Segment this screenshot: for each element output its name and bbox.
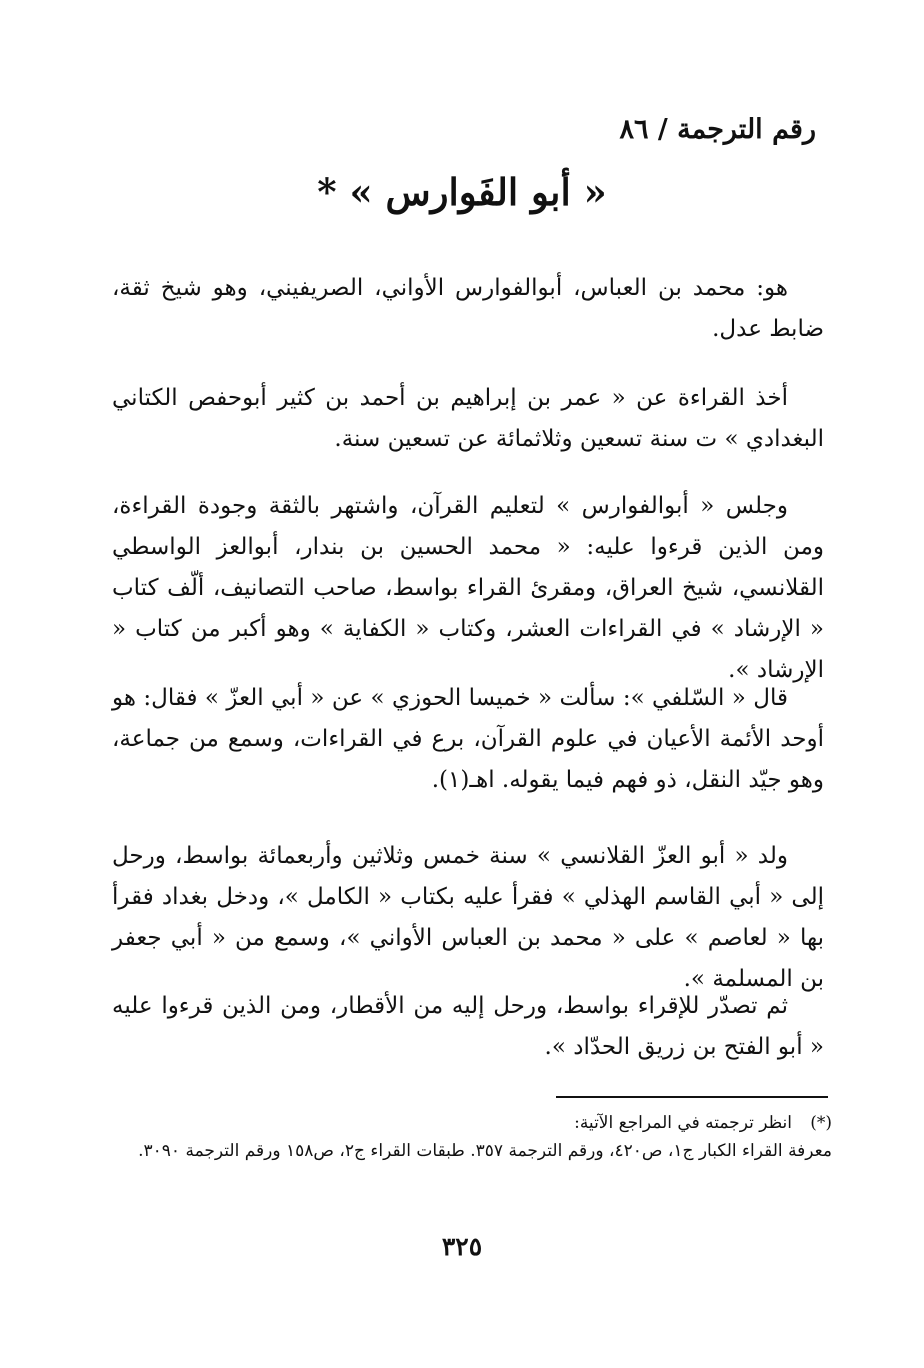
footnote-divider <box>556 1096 828 1098</box>
footnote-intro-text: انظر ترجمته في المراجع الآتية: <box>574 1113 792 1133</box>
paragraph-identity: هو: محمد بن العباس، أبوالفوارس الأواني، الصريفيني، وهو شيخ ثقة، ضابط عدل. <box>112 275 824 342</box>
paragraph-birth: ولد « أبو العزّ القلانسي » سنة خمس وثلاثين وأربعمائة بواسط، ورحل إلى « أبي القاسم الهذلي » فقرأ عليه بكتاب « الكامل »، ودخل بغداد فقرأ بها « لعاصم » على « محمد بن العباس الأواني »، وسمع من « أبي جعفر بن المسلمة ». <box>112 843 824 992</box>
paragraph-students: وجلس « أبوالفوارس » لتعليم القرآن، واشتهر بالثقة وجودة القراءة، ومن الذين قرءوا عليه: « محمد الحسين بن بندار، أبوالعز الواسطي القلانسي، شيخ العراق، ومقرئ القراء بواسط، صاحب التصانيف، ألّف كتاب « الإرشاد » في القراءات العشر، وكتاب « الكفاية » وهو أكبر من كتاب « الإرشاد ». <box>112 493 824 683</box>
paragraph-quote: قال « السّلفي »: سألت « خميسا الحوزي » عن « أبي العزّ » فقال: هو أوحد الأئمة الأعيان في علوم القرآن، برع في القراءات، وسمع من جماعة، وهو جيّد النقل، ذو فهم فيما يقوله. اهـ(١). <box>112 685 824 793</box>
paragraph-teaching: ثم تصدّر للإقراء بواسط، ورحل إليه من الأقطار، ومن الذين قرءوا عليه « أبو الفتح بن زريق الحدّاد ». <box>112 993 824 1060</box>
biography-title: « أبو الفَوارس » * <box>317 170 607 214</box>
page-number: ٣٢٥ <box>441 1232 483 1261</box>
footnote-intro <box>132 1110 832 1136</box>
footnote-marker: (*) <box>810 1113 832 1133</box>
paragraph-teacher: أخذ القراءة عن « عمر بن إبراهيم بن أحمد بن كثير أبوحفص الكتاني البغدادي » ت سنة تسعين وثلاثمائة عن تسعين سنة. <box>112 385 824 452</box>
footnote-references: معرفة القراء الكبار ج١، ص٤٢٠، ورقم الترجمة ٣٥٧. طبقات القراء ج٢، ص١٥٨ ورقم الترجمة ٣٠٩٠. <box>138 1141 832 1161</box>
entry-number: رقم الترجمة / ٨٦ <box>619 114 816 145</box>
